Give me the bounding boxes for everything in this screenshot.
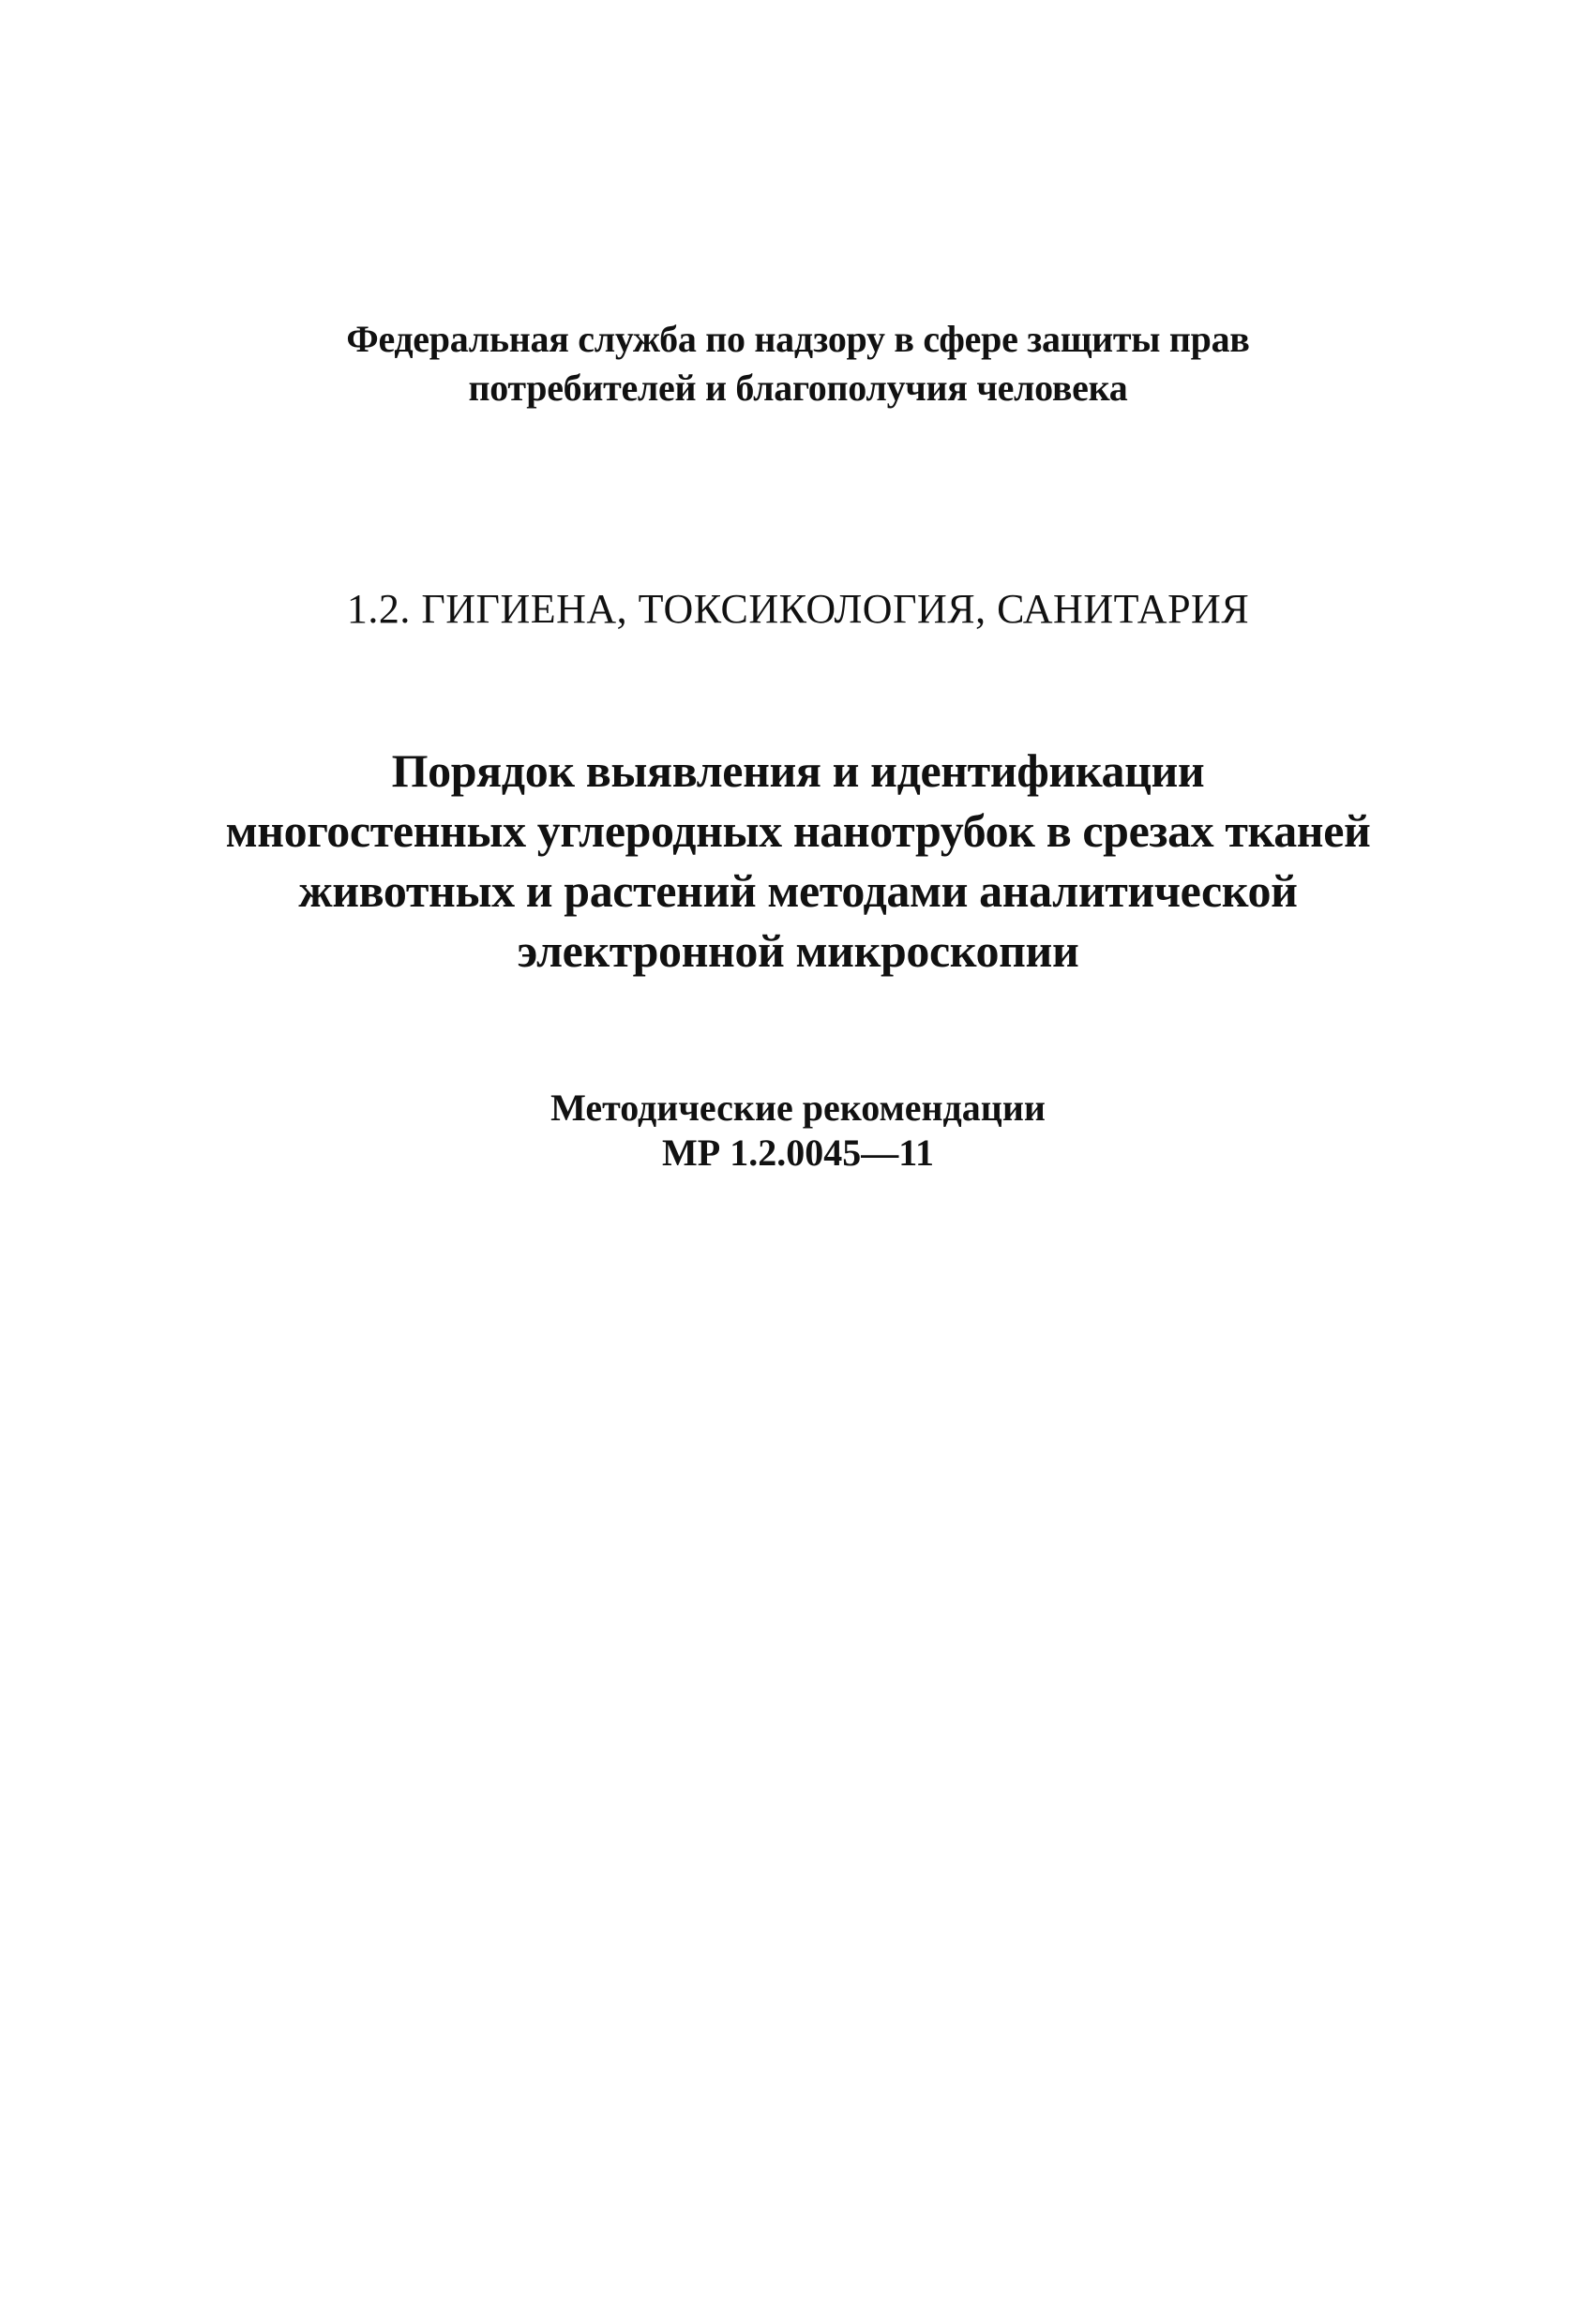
title-line-4: электронной микроскопии — [517, 924, 1079, 977]
issuing-agency — [0, 315, 1596, 412]
document-code: МР 1.2.0045—11 — [662, 1132, 934, 1174]
agency-line-2: потребителей и благополучия человека — [468, 367, 1128, 409]
document-type — [0, 1086, 1596, 1176]
title-line-1: Порядок выявления и идентификации — [391, 744, 1205, 797]
document-type-label: Методические рекомендации — [550, 1087, 1046, 1129]
section-heading: 1.2. ГИГИЕНА, ТОКСИКОЛОГИЯ, САНИТАРИЯ — [346, 586, 1250, 632]
agency-line-1: Федеральная служба по надзору в сфере защиты прав — [346, 318, 1250, 360]
document-title — [0, 741, 1596, 981]
title-line-2: многостенных углеродных нанотрубок в срезах тканей — [225, 804, 1371, 857]
title-line-3: животных и растений методами аналитической — [298, 864, 1298, 917]
